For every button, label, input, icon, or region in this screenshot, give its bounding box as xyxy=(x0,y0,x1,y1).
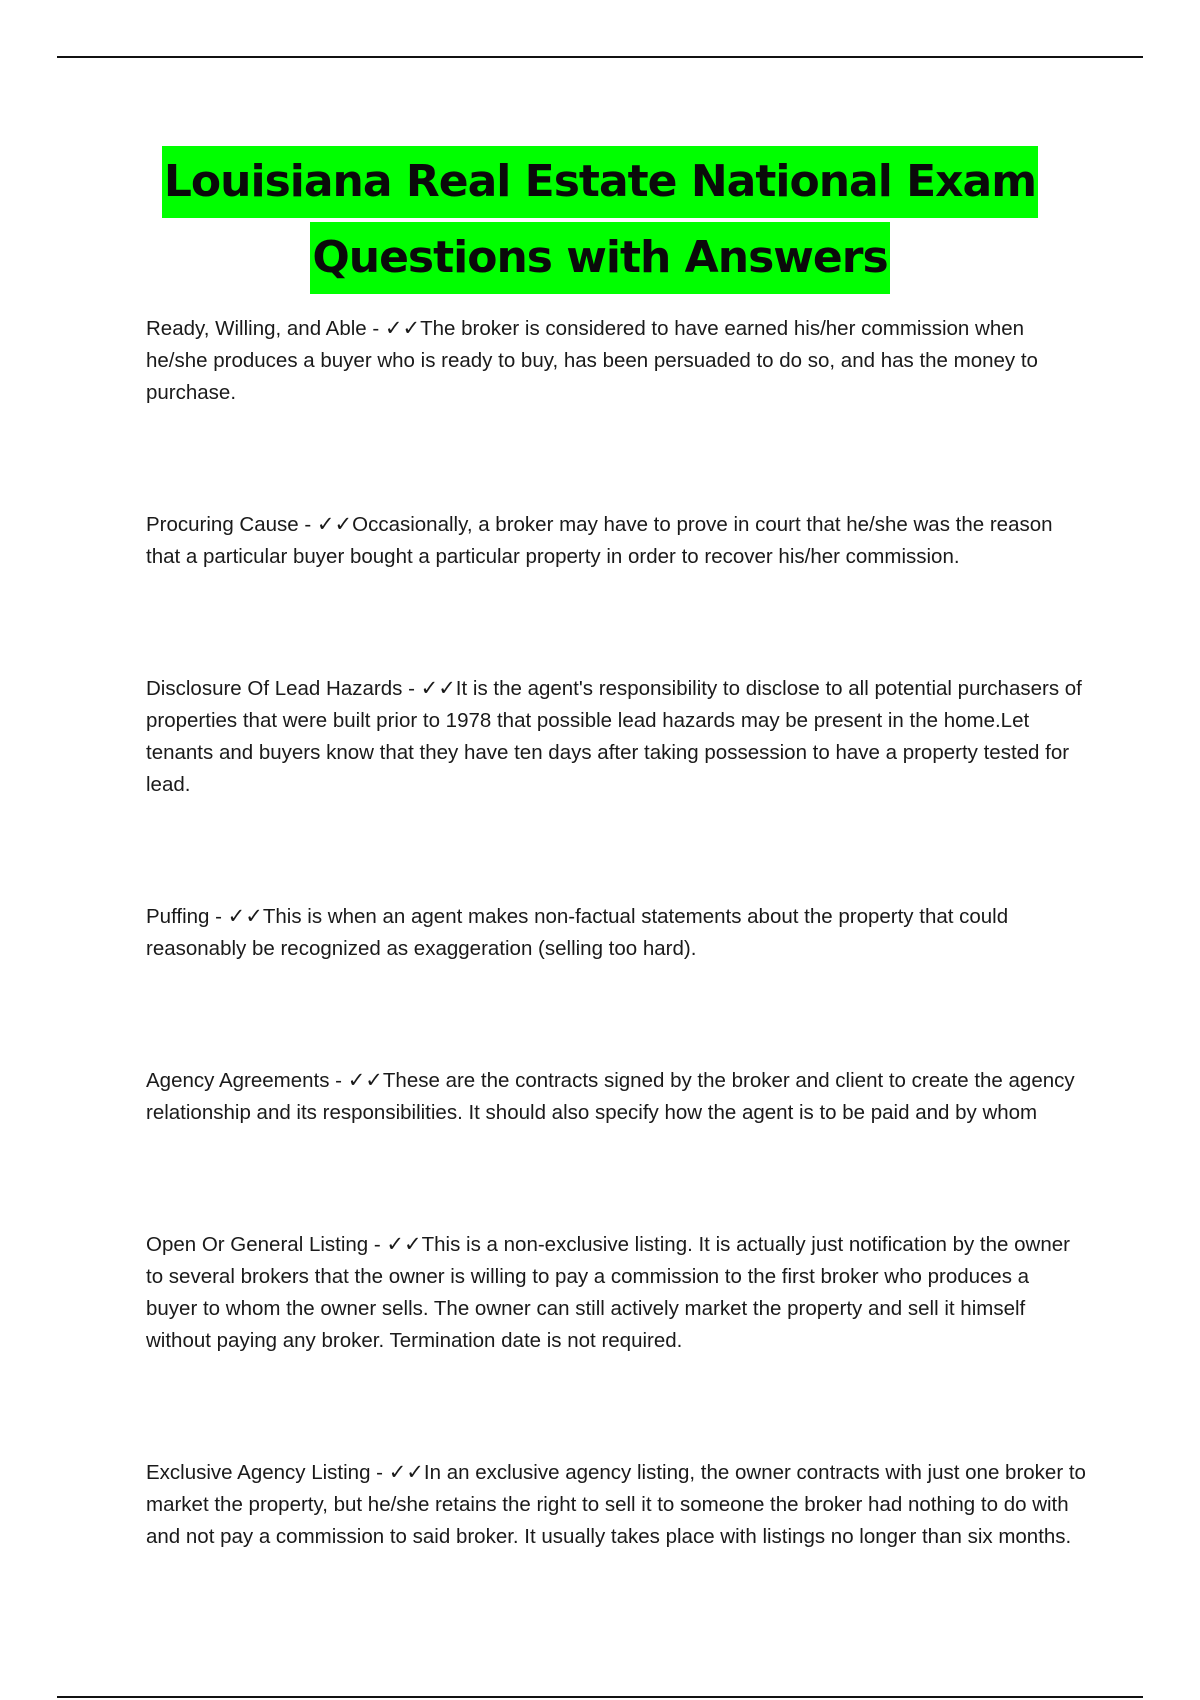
qa-term: Ready, Willing, and Able xyxy=(146,317,367,340)
qa-answer: This is when an agent makes non-factual statements about the property that could reasonably be recognized as exaggeration (selling too hard). xyxy=(146,905,1009,960)
qa-term: Open Or General Listing xyxy=(146,1233,369,1256)
page-bottom-rule xyxy=(57,1696,1143,1698)
title-line-2: Questions with Answers xyxy=(310,222,889,294)
title-line-1: Louisiana Real Estate National Exam xyxy=(162,146,1038,218)
page-top-rule xyxy=(57,56,1143,58)
qa-separator: - xyxy=(368,1233,387,1256)
qa-separator: - xyxy=(329,1069,348,1092)
qa-separator: - xyxy=(370,1461,389,1484)
qa-answer: It is the agent's responsibility to disclose to all potential purchasers of properties that were built prior to 1978 that possible lead hazards may be present in the home.Let tenants and buyers know that they have ten days after taking possession to have a property tested for lead. xyxy=(146,677,1082,796)
qa-answer: The broker is considered to have earned his/her commission when he/she produces a buyer who is ready to buy, has been persuaded to do so, and has the money to purchase. xyxy=(146,317,1038,404)
qa-answer: Occasionally, a broker may have to prove in court that he/she was the reason that a particular buyer bought a particular property in order to recover his/her commission. xyxy=(146,513,1053,568)
qa-term: Puffing xyxy=(146,905,210,928)
qa-term: Exclusive Agency Listing xyxy=(146,1461,371,1484)
qa-separator: - xyxy=(298,513,317,536)
checkmark-icon: ✓✓ xyxy=(316,512,353,536)
qa-item xyxy=(146,1456,1086,1553)
checkmark-icon: ✓✓ xyxy=(388,1460,424,1484)
qa-answer: This is a non-exclusive listing. It is actually just notification by the owner to several brokers that the owner is willing to pay a commission to the first broker who produces a buyer to whom the owner sells. The owner can still actively market the property and sell it himself without paying any broker. Termination date is not required. xyxy=(146,1233,1070,1352)
qa-item xyxy=(146,508,1086,573)
qa-term: Procuring Cause xyxy=(146,513,299,536)
qa-term: Agency Agreements xyxy=(146,1069,330,1092)
qa-list xyxy=(146,312,1086,1652)
qa-item xyxy=(146,1228,1086,1357)
qa-item xyxy=(146,312,1086,409)
document-title xyxy=(0,146,1200,294)
qa-item xyxy=(146,900,1086,965)
checkmark-icon: ✓✓ xyxy=(227,904,263,928)
qa-item xyxy=(146,1064,1086,1129)
checkmark-icon: ✓✓ xyxy=(386,1232,422,1256)
qa-term: Disclosure Of Lead Hazards xyxy=(146,677,403,700)
qa-answer: These are the contracts signed by the broker and client to create the agency relationship and its responsibilities. It should also specify how the agent is to be paid and by whom xyxy=(146,1069,1075,1124)
checkmark-icon: ✓✓ xyxy=(384,316,421,340)
qa-separator: - xyxy=(209,905,228,928)
checkmark-icon: ✓✓ xyxy=(420,676,456,700)
qa-separator: - xyxy=(366,317,385,340)
qa-separator: - xyxy=(402,677,421,700)
checkmark-icon: ✓✓ xyxy=(347,1068,383,1092)
qa-answer: In an exclusive agency listing, the owner contracts with just one broker to market the property, but he/she retains the right to sell it to someone the broker had nothing to do with and not pay a commission to said broker. It usually takes place with listings no longer than six months. xyxy=(146,1461,1086,1548)
qa-item xyxy=(146,672,1086,801)
